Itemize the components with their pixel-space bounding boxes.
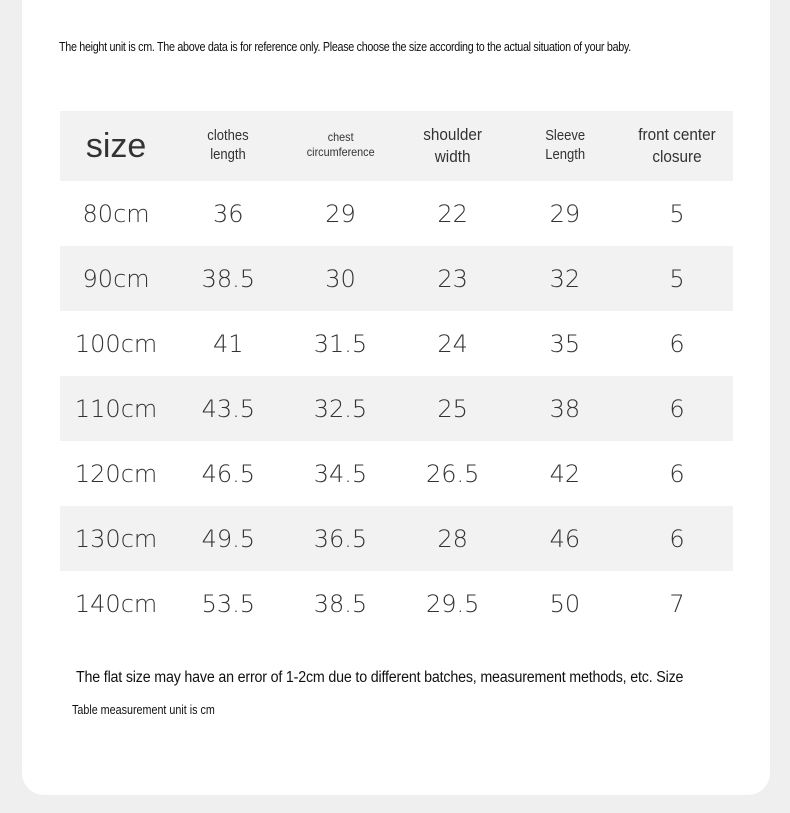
table-row <box>60 441 733 506</box>
cell-chest-circumference: 32.5 <box>284 376 396 441</box>
cell-clothes-length: 36 <box>213 199 244 228</box>
cell-clothes-length: 41 <box>213 329 244 358</box>
cell-shoulder-width: 22 <box>437 199 468 228</box>
cell-chest-circumference: 34.5 <box>313 459 368 488</box>
cell-front-center-closure: 7 <box>669 589 685 618</box>
header-size: size <box>60 111 172 181</box>
cell-shoulder-width: 24 <box>437 329 468 358</box>
cell-chest-circumference: 29 <box>325 199 356 228</box>
height-unit-note: The height unit is cm. The above data is for reference only. Please choose the size according to the actual situation of your baby. <box>59 40 631 54</box>
cell-size: 80cm <box>82 199 150 228</box>
table-row <box>60 181 733 246</box>
cell-clothes-length: 49.5 <box>172 506 284 571</box>
cell-chest-circumference: 38.5 <box>313 589 368 618</box>
cell-size: 120cm <box>74 459 158 488</box>
cell-size: 140cm <box>74 589 158 618</box>
header-chest-circumference: chest circumference <box>284 111 396 181</box>
cell-clothes-length: 43.5 <box>172 376 284 441</box>
table-row <box>60 506 733 571</box>
cell-size: 100cm <box>74 329 158 358</box>
table-header-row <box>60 111 733 181</box>
cell-sleeve-length: 50 <box>549 589 581 618</box>
header-shoulder-width: shoulder width <box>397 111 509 181</box>
cell-front-center-closure: 5 <box>669 199 685 228</box>
cell-size: 90cm <box>60 246 172 311</box>
cell-chest-circumference: 31.5 <box>313 329 368 358</box>
cell-chest-circumference: 30 <box>284 246 396 311</box>
cell-sleeve-length: 42 <box>549 459 581 488</box>
cell-sleeve-length: 29 <box>549 199 581 228</box>
header-sleeve-length: Sleeve Length <box>509 111 621 181</box>
measurement-unit-note: Table measurement unit is cm <box>72 703 215 717</box>
cell-shoulder-width: 26.5 <box>425 459 480 488</box>
cell-front-center-closure: 5 <box>621 246 733 311</box>
cell-shoulder-width: 25 <box>397 376 509 441</box>
cell-sleeve-length: 46 <box>509 506 621 571</box>
cell-shoulder-width: 28 <box>397 506 509 571</box>
cell-size: 110cm <box>60 376 172 441</box>
cell-front-center-closure: 6 <box>669 459 685 488</box>
cell-clothes-length: 53.5 <box>201 589 255 618</box>
cell-sleeve-length: 35 <box>549 329 581 358</box>
header-front-center-closure: front center closure <box>621 111 733 181</box>
table-row <box>60 571 733 636</box>
cell-front-center-closure: 6 <box>621 376 733 441</box>
table-row <box>60 376 733 441</box>
cell-clothes-length: 38.5 <box>172 246 284 311</box>
table-row <box>60 246 733 311</box>
cell-chest-circumference: 36.5 <box>284 506 396 571</box>
header-clothes-length: clothes length <box>172 111 284 181</box>
cell-sleeve-length: 38 <box>509 376 621 441</box>
cell-sleeve-length: 32 <box>509 246 621 311</box>
table-row <box>60 311 733 376</box>
cell-clothes-length: 46.5 <box>201 459 255 488</box>
cell-front-center-closure: 6 <box>669 329 685 358</box>
cell-shoulder-width: 23 <box>397 246 509 311</box>
cell-shoulder-width: 29.5 <box>425 589 480 618</box>
cell-front-center-closure: 6 <box>621 506 733 571</box>
size-table <box>60 111 733 636</box>
cell-size: 130cm <box>60 506 172 571</box>
error-tolerance-note: The flat size may have an error of 1-2cm due to different batches, measurement methods, etc. Size <box>76 669 684 686</box>
